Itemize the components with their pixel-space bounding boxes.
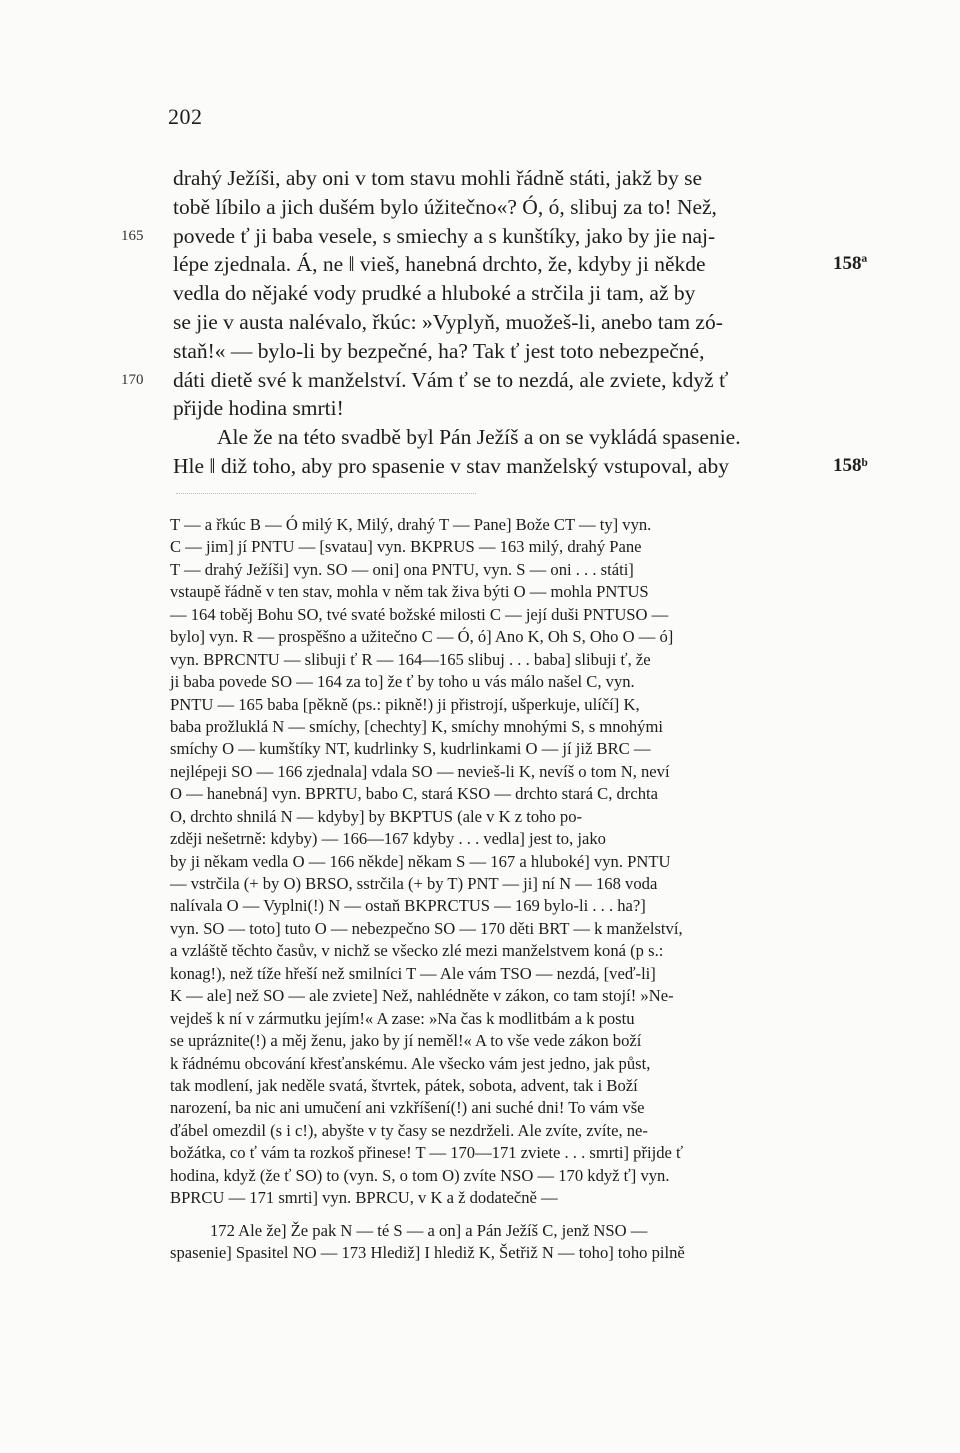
apparatus-line: PNTU — 165 baba [pěkně (ps.: pikně!) ji přistrojí, ušperkuje, ulíčí] K,: [170, 694, 640, 714]
text-line: [173, 250, 868, 279]
apparatus-line: baba prožluklá N — smíchy, [chechty] K, smíchy mnohými S, s mnohými: [170, 716, 663, 736]
text-line: [173, 394, 823, 423]
line-text: dáti dietě své k manželství. Vám ť se to nezdá, ale zviete, když ť: [173, 367, 729, 392]
line-text: se jie v austa nalévalo, řkúc: »Vyplyň, muožeš-li, anebo tam zó-: [173, 309, 723, 334]
apparatus-line: 172 Ale že] Že pak N — té S — a on] a Pán Ježíš C, jenž NSO —: [210, 1220, 648, 1240]
page-number: 202: [168, 104, 203, 129]
apparatus-line: O, drchto shnilá N — kdyby] by BKPTUS (ale v K z toho po-: [170, 806, 583, 826]
line-text: povede ť ji baba vesele, s smiechy a s kunštíky, jako by jie naj-: [173, 223, 716, 248]
text-line: [173, 452, 868, 481]
apparatus-line: BPRCU — 171 smrti] vyn. BPRCU, v K a ž dodatečně —: [170, 1188, 558, 1208]
text-line: [173, 193, 823, 222]
apparatus-line: bylo] vyn. R — prospěšno a užitečno C — Ó, ó] Ano K, Oh S, Oho O — ó]: [170, 627, 674, 647]
apparatus-line: smíchy O — kumštíky NT, kudrlinky S, kudrlinkami O — jí již BRC —: [170, 739, 651, 759]
line-number: 165: [121, 227, 144, 244]
apparatus-line: by ji někam vedla O — 166 někde] někam S — 167 a hluboké] vyn. PNTU: [170, 851, 671, 871]
apparatus-line: — vstrčila (+ by O) BRSO, sstrčila (+ by T) PNT — ji] ní N — 168 voda: [170, 874, 658, 893]
line-text: staň!« — bylo-li by bezpečné, ha? Tak ť jest toto nebezpečné,: [173, 338, 705, 363]
apparatus-line: nejlépeji SO — 166 zjednala] vdala SO — nevieš-li K, nevíš o tom N, neví: [170, 761, 670, 781]
text-line: [173, 423, 823, 452]
line-text: Hle ‖ diž toho, aby pro spasenie v stav manželský vstupoval, aby: [173, 453, 729, 478]
apparatus-line: konag!), než tíže hřeší než smilníci T — Ale vám TSO — nezdá, [veď-li]: [170, 963, 656, 983]
line-number: 170: [121, 371, 144, 388]
apparatus-line: — 164 toběj Bohu SO, tvé svaté božské milosti C — její duši PNTUSO —: [170, 604, 669, 624]
apparatus-line: spasenie] Spasitel NO — 173 Hlediž] I hlediž K, Šetřiž N — toho] toho pilně: [170, 1243, 685, 1262]
apparatus-line: tak modlení, jak neděle svatá, štvrtek, pátek, sobota, advent, tak i Boží: [170, 1075, 638, 1095]
line-text: přijde hodina smrti!: [173, 396, 344, 421]
apparatus-line: O — hanebná] vyn. BPRTU, babo C, stará KSO — drchto stará C, drchta: [170, 784, 658, 804]
apparatus-line: ďábel omezdil (s i c!), abyšte v ty časy se nezdrželi. Ale zvíte, zvíte, ne-: [170, 1120, 648, 1140]
line-text: drahý Ježíši, aby oni v tom stavu mohli řádně státi, jakž by se: [173, 166, 703, 190]
apparatus-line: zději nešetrně: kdyby) — 166—167 kdyby . . . vedla] jest to, jako: [170, 829, 606, 849]
apparatus-line: k řádnému obcování křesťanskému. Ale všecko vám jest jedno, jak půst,: [170, 1053, 651, 1073]
line-text: Ale že na této svadbě byl Pán Ježíš a on se vykládá spasenie.: [217, 425, 741, 450]
critical-apparatus: [170, 514, 820, 1264]
line-text: tobě líbilo a jich dušém bylo úžitečno«? Ó, ó, slibuj za to! Než,: [173, 194, 717, 219]
text-line: [173, 337, 823, 366]
text-line: [173, 164, 823, 193]
text-line: [173, 308, 823, 337]
folio-reference: 158ᵇ: [833, 454, 868, 476]
apparatus-line: K — ale] než SO — ale zviete] Než, nahlédněte v zákon, co tam stojí! »Ne-: [170, 986, 674, 1006]
apparatus-line: vstaupě řádně v ten stav, mohla v něm tak živa býti O — mohla PNTUS: [170, 582, 649, 602]
text-line: [121, 366, 823, 395]
main-text-block: [121, 164, 868, 481]
text-line: [173, 279, 823, 308]
apparatus-line: se upráznite(!) a měj ženu, jako by jí neměl!« A to vše vede zákon boží: [170, 1031, 642, 1051]
apparatus-line: vejdeš k ní v zármutku jejím!« A zase: »Na čas k modlitbám a k postu: [170, 1008, 635, 1028]
apparatus-line: ji baba povede SO — 164 za to] že ť by toho u vás málo našel C, vyn.: [170, 672, 635, 692]
line-text: lépe zjednala. Á, ne ‖ vieš, hanebná drchto, že, kdyby ji někde: [173, 252, 706, 277]
apparatus-line: vyn. BPRCNTU — slibuji ť R — 164—165 slibuj . . . baba] slibuji ť, že: [170, 649, 651, 669]
apparatus-line: božátka, co ť vám ta rozkoš přinese! T — 170—171 zviete . . . smrti] přijde ť: [170, 1143, 684, 1163]
apparatus-line: a vzláště těchto časův, v nichž se všecko zlé mezi manželstvem koná (p s.:: [170, 941, 664, 961]
folio-reference: 158ª: [833, 253, 868, 275]
footnote-divider: [176, 493, 476, 494]
apparatus-line: vyn. SO — toto] tuto O — nebezpečno SO — 170 děti BRT — k manželství,: [170, 918, 683, 938]
apparatus-line: T — drahý Ježíši] vyn. SO — oni] ona PNTU, vyn. S — oni . . . státi]: [170, 559, 634, 579]
text-line: [121, 222, 823, 251]
apparatus-line: C — jim] jí PNTU — [svatau] vyn. BKPRUS — 163 milý, drahý Pane: [170, 537, 642, 557]
apparatus-line: hodina, když (že ť SO) to (vyn. S, o tom O) zvíte NSO — 170 když ť] vyn.: [170, 1165, 670, 1185]
apparatus-line: T — a řkúc B — Ó milý K, Milý, drahý T — Pane] Bože CT — ty] vyn.: [170, 515, 652, 534]
apparatus-line: nalívala O — Vyplni(!) N — ostaň BKPRCTUS — 169 bylo-li . . . ha?]: [170, 896, 646, 916]
line-text: vedla do nějaké vody prudké a hluboké a strčila ji tam, až by: [173, 281, 696, 306]
apparatus-line: narození, ba nic ani umučení ani vzkříšení(!) ani suché dni! To vám vše: [170, 1098, 645, 1118]
